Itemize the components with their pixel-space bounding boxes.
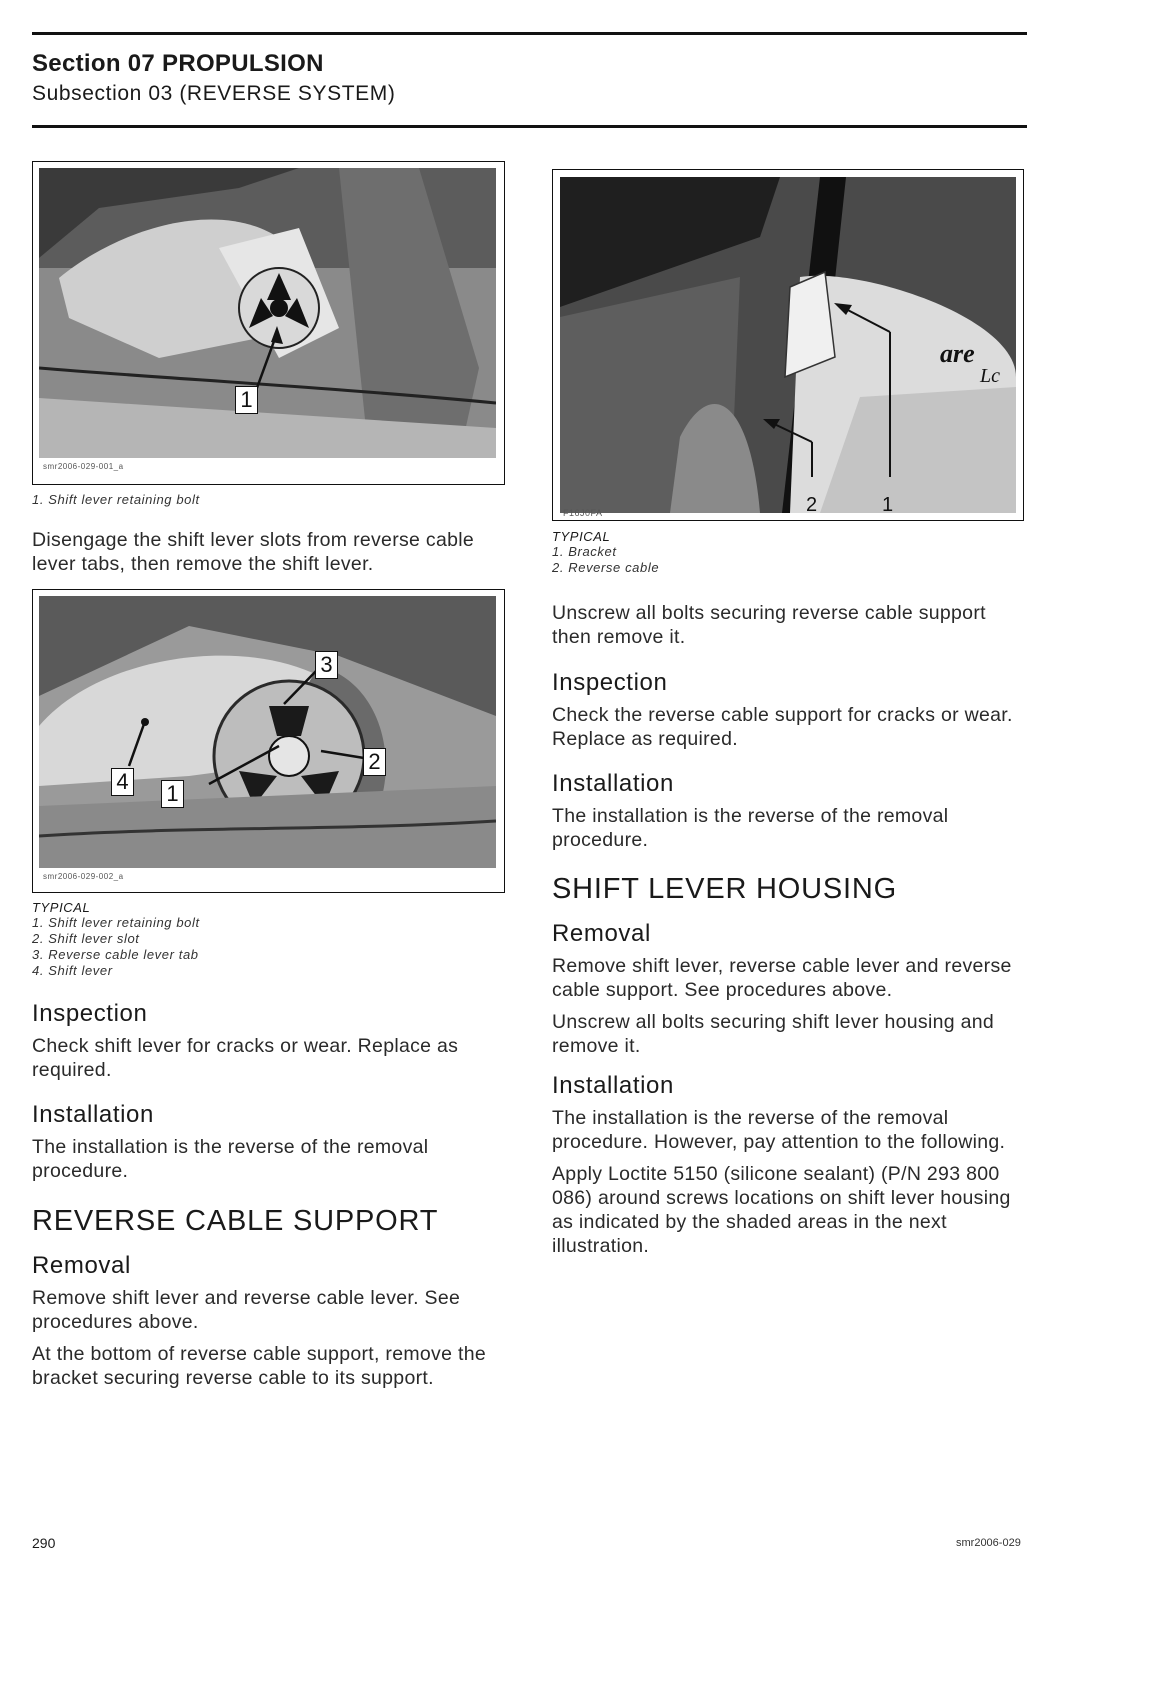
figure-code: F16J0FA	[563, 508, 603, 518]
top-rule	[32, 32, 1027, 35]
section-inspection	[32, 1000, 503, 1082]
callout-4: 4	[111, 768, 134, 796]
header-rule	[32, 125, 1027, 128]
figure-code: smr2006-029-001_a	[43, 462, 124, 471]
body-text: Remove shift lever and reverse cable lever. See procedures above.	[32, 1287, 461, 1333]
body-text: Remove shift lever, reverse cable lever and reverse cable support. See procedures above.	[552, 955, 1012, 1001]
body-text: The installation is the reverse of the removal procedure. However, pay attention to the following.	[552, 1107, 1006, 1153]
heading-shift-lever-housing: SHIFT LEVER HOUSING	[552, 873, 898, 905]
figure-caption	[32, 492, 200, 508]
svg-text:Lc: Lc	[980, 365, 1000, 387]
body-text: The installation is the reverse of the removal procedure.	[32, 1136, 429, 1182]
body-text: The installation is the reverse of the removal procedure.	[552, 805, 949, 851]
heading-removal: Removal	[32, 1252, 131, 1279]
body-text: Unscrew all bolts securing reverse cable support then remove it.	[552, 602, 986, 648]
paragraph	[32, 528, 503, 576]
section-reverse-cable-support	[32, 1205, 503, 1390]
heading-inspection: Inspection	[32, 1000, 148, 1027]
body-text: Check the reverse cable support for cracks or wear. Replace as required.	[552, 704, 1013, 750]
section-inspection	[552, 669, 1022, 751]
section-shift-lever-housing	[552, 873, 1022, 1258]
paragraph	[552, 601, 1022, 649]
body-text: Check shift lever for cracks or wear. Replace as required.	[32, 1035, 459, 1081]
caption-title: TYPICAL	[32, 900, 91, 915]
heading-installation: Installation	[32, 1101, 154, 1128]
heading-reverse-cable-support: REVERSE CABLE SUPPORT	[32, 1205, 439, 1237]
subsection-title: Subsection 03 (REVERSE SYSTEM)	[32, 82, 396, 105]
figure-caption	[32, 900, 200, 979]
section-installation	[552, 770, 1022, 852]
figure-caption	[552, 529, 659, 576]
caption-item: 1. Shift lever retaining bolt	[32, 492, 200, 507]
document-code: smr2006-029	[956, 1537, 1021, 1549]
callout-1: 1	[882, 494, 894, 516]
caption-item: 2. Reverse cable	[552, 560, 660, 575]
callout-1: 1	[161, 780, 184, 808]
figure-shift-lever-slots	[32, 589, 505, 893]
figure-photo	[39, 596, 496, 868]
caption-title: TYPICAL	[552, 529, 611, 544]
callout-2: 2	[363, 748, 386, 776]
figure-bracket-reverse-cable	[552, 169, 1024, 521]
figure-code: smr2006-029-002_a	[43, 872, 124, 881]
figure-shift-lever-bolt	[32, 161, 505, 485]
body-text: At the bottom of reverse cable support, remove the bracket securing reverse cable to its support.	[32, 1343, 486, 1389]
svg-text:are: are	[940, 339, 975, 368]
callout-3: 3	[315, 651, 338, 679]
section-installation	[32, 1101, 503, 1183]
body-text: Unscrew all bolts securing shift lever housing and remove it.	[552, 1011, 995, 1057]
caption-item: 1. Shift lever retaining bolt	[32, 915, 200, 930]
body-text: Apply Loctite 5150 (silicone sealant) (P/N 293 800 086) around screws locations on shift lever housing as indicated by the shaded areas in the next illustration.	[552, 1163, 1011, 1257]
body-text: Disengage the shift lever slots from reverse cable lever tabs, then remove the shift lever.	[32, 529, 475, 575]
figure-photo	[560, 177, 1016, 513]
section-title: Section 07 PROPULSION	[32, 50, 324, 77]
caption-item: 1. Bracket	[552, 544, 617, 559]
heading-removal: Removal	[552, 920, 651, 947]
figure-photo	[39, 168, 496, 458]
heading-installation: Installation	[552, 1072, 674, 1099]
heading-inspection: Inspection	[552, 669, 668, 696]
callout-2: 2	[806, 494, 818, 516]
caption-item: 3. Reverse cable lever tab	[32, 947, 199, 962]
caption-item: 4. Shift lever	[32, 963, 113, 978]
caption-item: 2. Shift lever slot	[32, 931, 140, 946]
page-number: 290	[32, 1535, 56, 1551]
heading-installation: Installation	[552, 770, 674, 797]
callout-1: 1	[235, 386, 258, 414]
